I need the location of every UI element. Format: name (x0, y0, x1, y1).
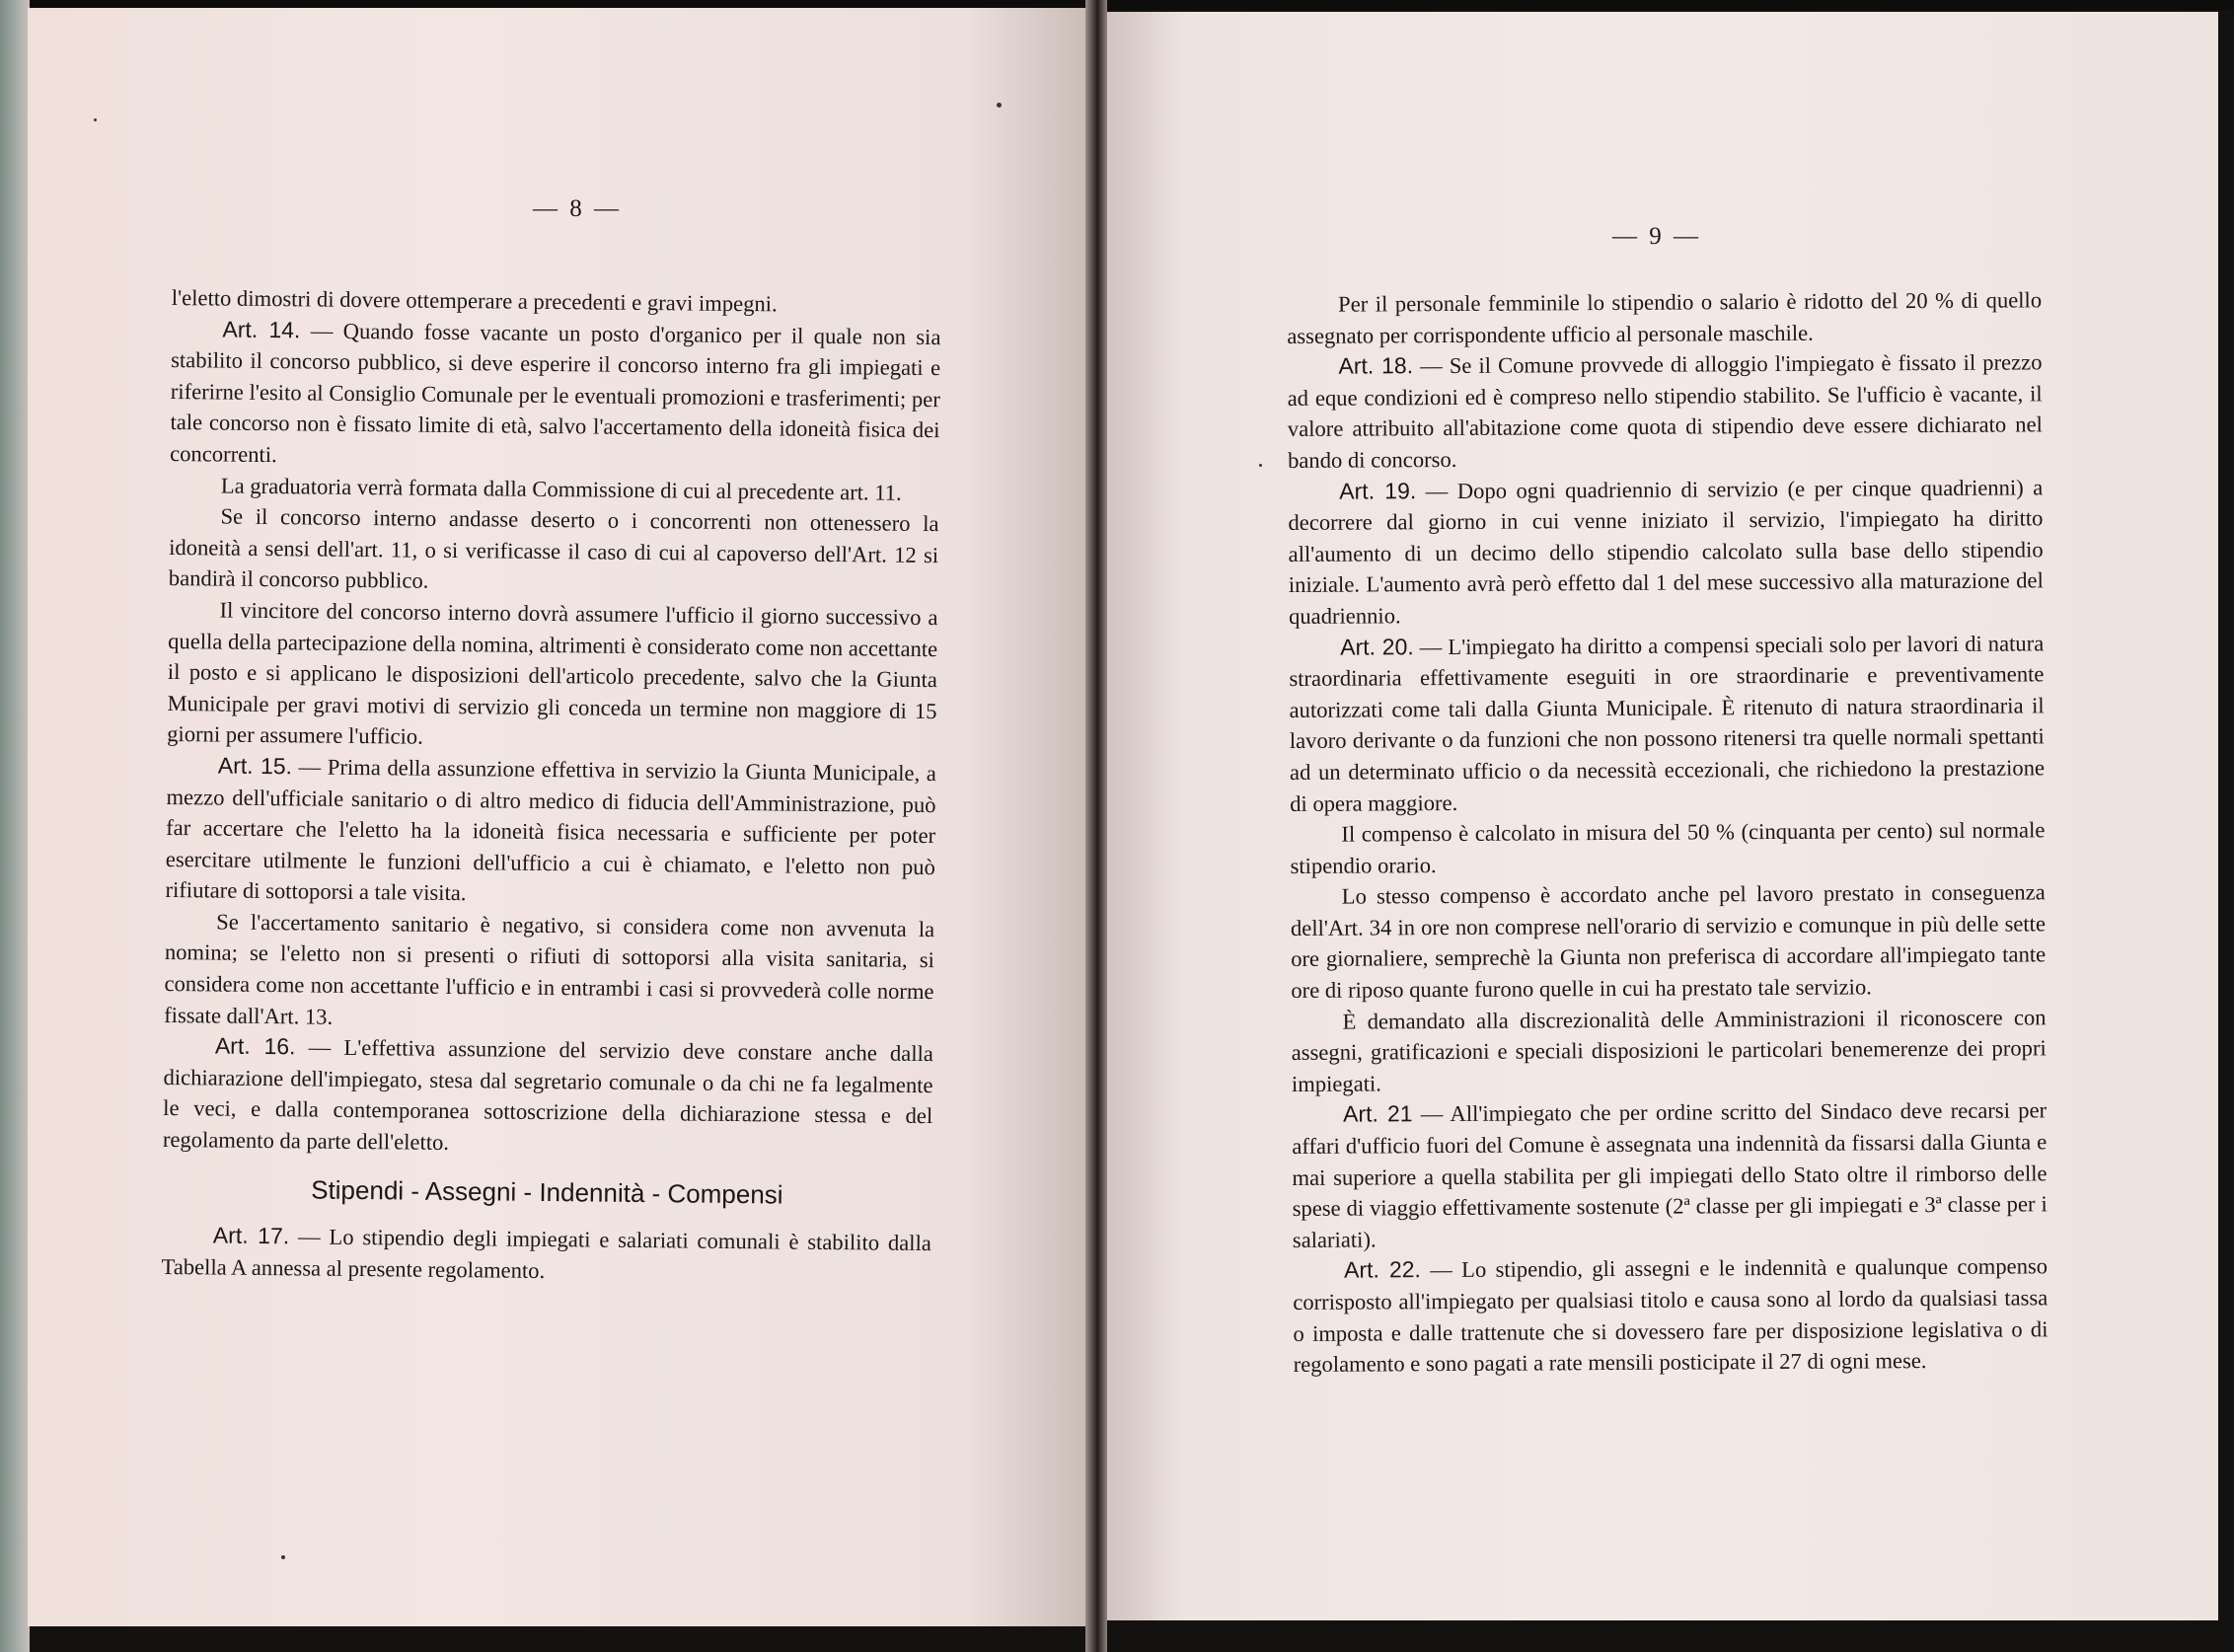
article-number: Art. 18. (1338, 352, 1414, 379)
article-paragraph (165, 750, 936, 914)
paragraph-text: — Quando fosse vacante un posto d'organico per il quale non sia stabilito il concorso pubblico, si deve esperire il concorso interno fra gli impiegati e riferirne l'esito al Consiglio Comunale per le eventuali promozioni e trasferimenti; per tale concorso non è fissato limite di età, salvo l'accertamento della idoneità fisica dei concorrenti. (170, 317, 941, 468)
paragraph (1287, 284, 2042, 351)
paragraph-text: Lo stesso compenso è accordato anche pel lavoro prestato in conseguenza dell'Art. 34 in ore non comprese nell'orario di servizio e comunque in più delle sette ore giornaliere, semprechè la Giunta non preferisca di accordare all'impiegato tante ore di riposo quante furono quelle in cui ha prestato tale servizio. (1290, 879, 2047, 1004)
article-paragraph (161, 1220, 931, 1290)
paper-speck (94, 118, 97, 121)
paragraph-text: — Se il Comune provvede di alloggio l'impiegato è fissato il prezzo ad eque condizioni ed è compreso nello stipendio stabilito. Se l'ufficio è vacante, il valore attribuito all'abitazione come quota di stipendio deve essere dichiarato nel bando di concorso. (1287, 349, 2043, 473)
paragraph-text: La graduatoria verrà formata dalla Commissione di cui al precedente art. 11. (220, 473, 902, 505)
paragraph-text: — L'effettiva assunzione del servizio deve constare anche dalla dichiarazione dell'impiegato, stesa dal segretario comunale o da chi ne fa legalmente le veci, e dalla contemporanea sottoscrizione della dichiarazione stessa e del regolamento da parte dell'eletto. (162, 1034, 933, 1156)
article-paragraph (1287, 347, 2043, 477)
paragraph (1291, 1002, 2047, 1099)
scan-left-edge (0, 0, 30, 1652)
article-number: Art. 20. (1340, 633, 1414, 660)
article-number: Art. 19. (1339, 477, 1417, 504)
article-paragraph (1292, 1095, 2048, 1256)
article-number: Art. 15. (217, 752, 293, 780)
paragraph-text: Se l'accertamento sanitario è negativo, si considera come non avvenuta la nomina; se l'eletto non si presenti o rifiuti di sottoporsi alla visita sanitaria, si considera come non accettante l'ufficio e in entrambi i casi si provvederà colle norme fissate dall'Art. 13. (164, 909, 935, 1029)
paragraph-text: Per il personale femminile lo stipendio o salario è ridotto del 20 % di quello assegnato per corrispondente ufficio al personale maschile. (1287, 287, 2043, 348)
paragraph-text: — L'impiegato ha diritto a compensi speciali solo per lavori di natura straordinaria effettivamente eseguiti in ore straordinarie e preventivamente autorizzati come tali dalla Giunta Municipale. È ritenuto di natura straordinaria il lavoro derivante o da funzioni che non possono ritenersi tra quelle normali spettanti ad un determinato ufficio o da necessità eccezionali, che richiedono la prestazione di opera maggiore. (1289, 630, 2046, 816)
paragraph-text: — Prima della assunzione effettiva in servizio la Giunta Municipale, a mezzo dell'ufficiale sanitario o di altro medico di fiducia dell'Amministrazione, può far accertare che l'eletto ha la idoneità fisica necessaria e sufficiente per poter esercitare utilmente le funzioni dell'ufficio a cui è chiamato, e l'eletto non può rifiutare di sottoporsi a tale visita. (165, 754, 936, 906)
article-number: Art. 21 (1343, 1100, 1413, 1128)
paragraph-text: Se il concorso interno andasse deserto o i concorrenti non ottenessero la idoneità a sensi dell'art. 11, o si verificasse il caso di cui al capoverso dell'Art. 12 si bandirà il concorso pubblico. (168, 503, 939, 594)
article-paragraph (1293, 1251, 2048, 1381)
paragraph-text: — Dopo ogni quadriennio di servizio (e per cinque quadrienni) a decorrere dal giorno in cui venne iniziato il servizio, l'impiegato ha diritto all'aumento di un decimo dello stipendio calcolato sulla base dello stipendio iniziale. L'aumento avrà però effetto dal 1 del mese successivo alla maturazione del quadriennio. (1288, 474, 2044, 629)
article-number: Art. 14. (222, 316, 301, 342)
paper-speck (281, 1555, 285, 1559)
paragraph (169, 500, 939, 602)
paper-speck (997, 103, 1002, 108)
paragraph (1291, 877, 2047, 1007)
right-page-text (1287, 284, 2048, 1380)
article-number: Art. 16. (214, 1032, 296, 1060)
article-paragraph (1289, 628, 2045, 819)
paragraph-text: È demandato alla discrezionalità delle Amministrazioni il riconoscere con assegni, gratificazioni e speciali disposizioni le particolari benemerenze dei propri impiegati. (1291, 1004, 2047, 1096)
paragraph (167, 594, 938, 758)
paragraph (1290, 814, 2045, 881)
article-number: Art. 22. (1343, 1256, 1421, 1284)
paper-speck (1259, 464, 1262, 467)
article-paragraph (163, 1030, 933, 1164)
paragraph-text: — Lo stipendio degli impiegati e salariati comunali è stabilito dalla Tabella A annessa al presente regolamento. (161, 1224, 931, 1283)
paragraph-text: Il compenso è calcolato in misura del 50 % (cinquanta per cento) sul normale stipendio orario. (1290, 817, 2046, 878)
paragraph-text: — Lo stipendio, gli assegni e le indennità e qualunque compenso corrisposto all'impiegato per qualsiasi titolo e causa sono al lordo da qualsiasi tassa o imposta e dalle trattenute che si dovessero fare per disposizione legislativa o di regolamento e sono pagati a rate mensili posticipate il 27 di ogni mese. (1293, 1253, 2048, 1378)
paragraph-text: l'eletto dimostri di dovere ottemperare a precedenti e gravi impegni. (171, 284, 778, 317)
paragraph (164, 906, 934, 1039)
page-number-right: — 9 — (1612, 223, 1701, 250)
article-paragraph (1288, 472, 2044, 633)
paragraph-text: — All'impiegato che per ordine scritto del Sindaco deve recarsi per affari d'ufficio fuori del Comune è assegnata una indennità da fissarsi dalla Giunta e mai superiore a quella stabilita per gli impiegati dello Stato oltre il rimborso delle spese di viaggio effettivamente sostenute (2ª classe per gli impiegati e 3ª classe per i salariati). (1292, 1097, 2048, 1252)
article-paragraph (170, 314, 941, 478)
left-page-text (161, 282, 941, 1291)
paragraph-text: Il vincitore del concorso interno dovrà assumere l'ufficio il giorno successivo a quella della partecipazione della nomina, altrimenti è considerato come non accettante il posto e si applicano le disposizioni dell'articolo precedente, salvo che la Giunta Municipale per gravi motivi di servizio gli conceda un termine non maggiore di 15 giorni per assumere l'ufficio. (167, 597, 938, 750)
article-number: Art. 17. (212, 1222, 290, 1249)
section-heading: Stipendi - Assegni - Indennità - Compensi (311, 1174, 783, 1210)
page-number-left: — 8 — (533, 195, 622, 222)
book-gutter (1085, 0, 1107, 1652)
